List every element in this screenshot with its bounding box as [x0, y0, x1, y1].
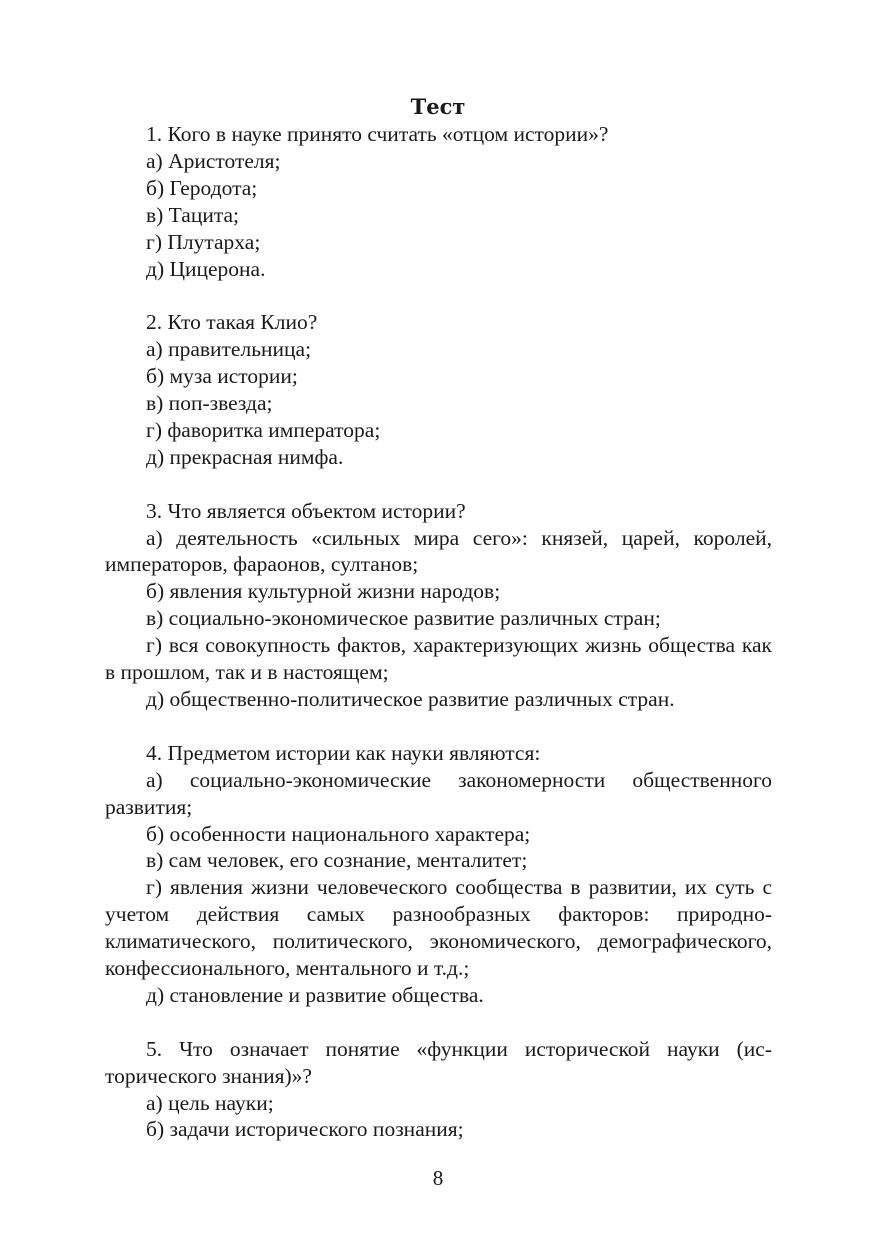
answer-option: а) социально-экономические закономерности общественного развития; [105, 767, 772, 819]
page-number: 8 [432, 1166, 444, 1190]
answer-option: д) Цицерона. [146, 256, 266, 281]
answer-option: б) задачи исторического познания; [146, 1117, 464, 1142]
question-block [105, 121, 772, 282]
answer-option: в) сам человек, его сознание, менталитет; [146, 848, 528, 873]
answer-option: а) правительница; [146, 337, 312, 362]
spacer [105, 471, 772, 498]
answer-option: г) Плутарха; [146, 229, 261, 254]
question-text: 4. Предметом истории как науки являются: [146, 740, 541, 765]
question-text: 1. Кого в науке принято считать «отцом истории»? [146, 122, 609, 146]
answer-option: в) Тацита; [146, 202, 240, 227]
spacer [105, 282, 772, 309]
answer-option: г) явления жизни человеческого сообщества в развитии, их суть с учетом действия самых разнообразных факторов: природно-климатического, политического, экономического, демографического, конфессионального, ментального и т.д.; [105, 875, 772, 981]
question-block [105, 498, 772, 713]
answer-option: б) Геродота; [146, 175, 258, 200]
question-text: 2. Кто такая Клио? [146, 310, 318, 335]
page-title: Тест [410, 94, 466, 119]
answer-option: б) муза истории; [146, 364, 298, 389]
question-block [105, 1036, 772, 1144]
question-block [105, 740, 772, 1009]
answer-option: а) деятельность «сильных мира сего»: князей, царей, королей, императоров, фараонов, султанов; [105, 525, 772, 577]
answer-option: в) поп-звезда; [146, 391, 273, 416]
question-text: 3. Что является объектом истории? [146, 498, 466, 523]
answer-option: а) цель науки; [146, 1090, 274, 1115]
answer-option: д) прекрасная нимфа. [146, 444, 344, 469]
answer-option: г) фаворитка императора; [146, 417, 381, 442]
test-content [105, 121, 772, 1143]
answer-option: б) особенности национального характера; [146, 821, 531, 846]
spacer [105, 713, 772, 740]
question-text: 5. Что означает понятие «функции исторической науки (исторического знания)»? [105, 1036, 772, 1088]
answer-option: д) общественно-политическое развитие различных стран. [146, 687, 675, 711]
answer-option: д) становление и развитие общества. [146, 982, 484, 1007]
answer-option: б) явления культурной жизни народов; [146, 579, 501, 604]
spacer [105, 1009, 772, 1036]
answer-option: в) социально-экономическое развитие различных стран; [146, 606, 661, 631]
answer-option: а) Аристотеля; [146, 148, 281, 173]
answer-option: г) вся совокупность фактов, характеризующих жизнь общества как в прошлом, так и в настоящем; [105, 633, 772, 685]
question-block [105, 309, 772, 470]
